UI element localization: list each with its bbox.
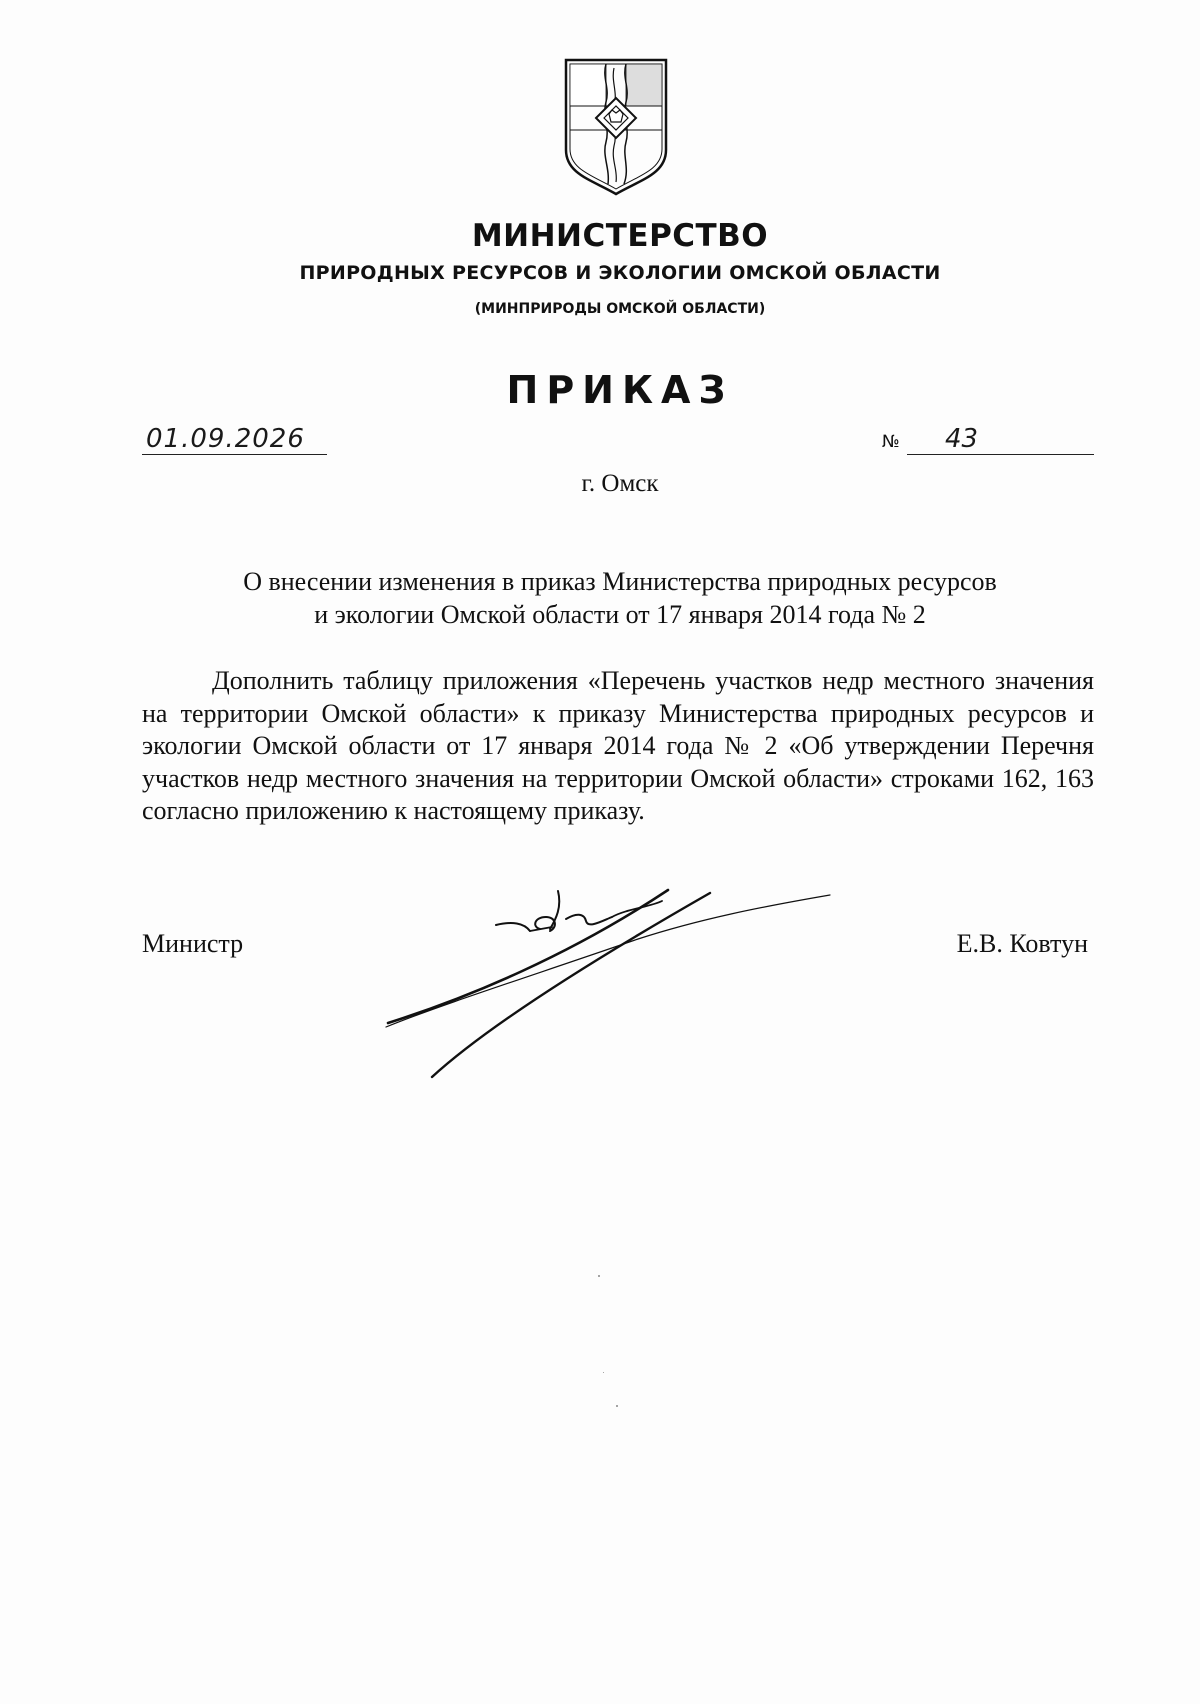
document-date: 01.09.2026 [146,424,305,454]
document-subject [180,565,1060,631]
ministry-subtitle: ПРИРОДНЫХ РЕСУРСОВ И ЭКОЛОГИИ ОМСКОЙ ОБЛАСТИ [299,262,941,284]
scan-speck [598,1275,600,1277]
ministry-short-name: (МИНПРИРОДЫ ОМСКОЙ ОБЛАСТИ) [474,301,766,317]
document-number: 43 [945,424,979,454]
number-label: № [882,432,900,452]
scan-speck [616,1405,618,1407]
document-city: г. Омск [581,470,659,497]
signer-title: Министр [142,929,244,958]
omsk-region-coat-of-arms-icon [562,58,670,198]
subject-line-2: и экологии Омской области от 17 января 2014 года № 2 [314,600,926,629]
signature-icon [380,855,860,1090]
subject-line-1: О внесении изменения в приказ Министерства природных ресурсов [243,567,997,596]
signer-name: Е.В. Ковтун [956,929,1088,958]
body-paragraph: Дополнить таблицу приложения «Перечень участков недр местного значения на территории Омской области» к приказу Министерства природных ресурсов и экологии Омской области от 17 января 2014 года № 2 «Об утверждении Перечня участков недр местного значения на территории Омской области» строками 162, 163 согласно приложению к настоящему приказу. [142,666,1094,825]
date-field [142,424,327,455]
ministry-title: МИНИСТЕРСТВО [471,218,769,254]
document-type: ПРИКАЗ [506,368,734,412]
number-field [907,424,1094,455]
scan-speck [603,1372,604,1373]
